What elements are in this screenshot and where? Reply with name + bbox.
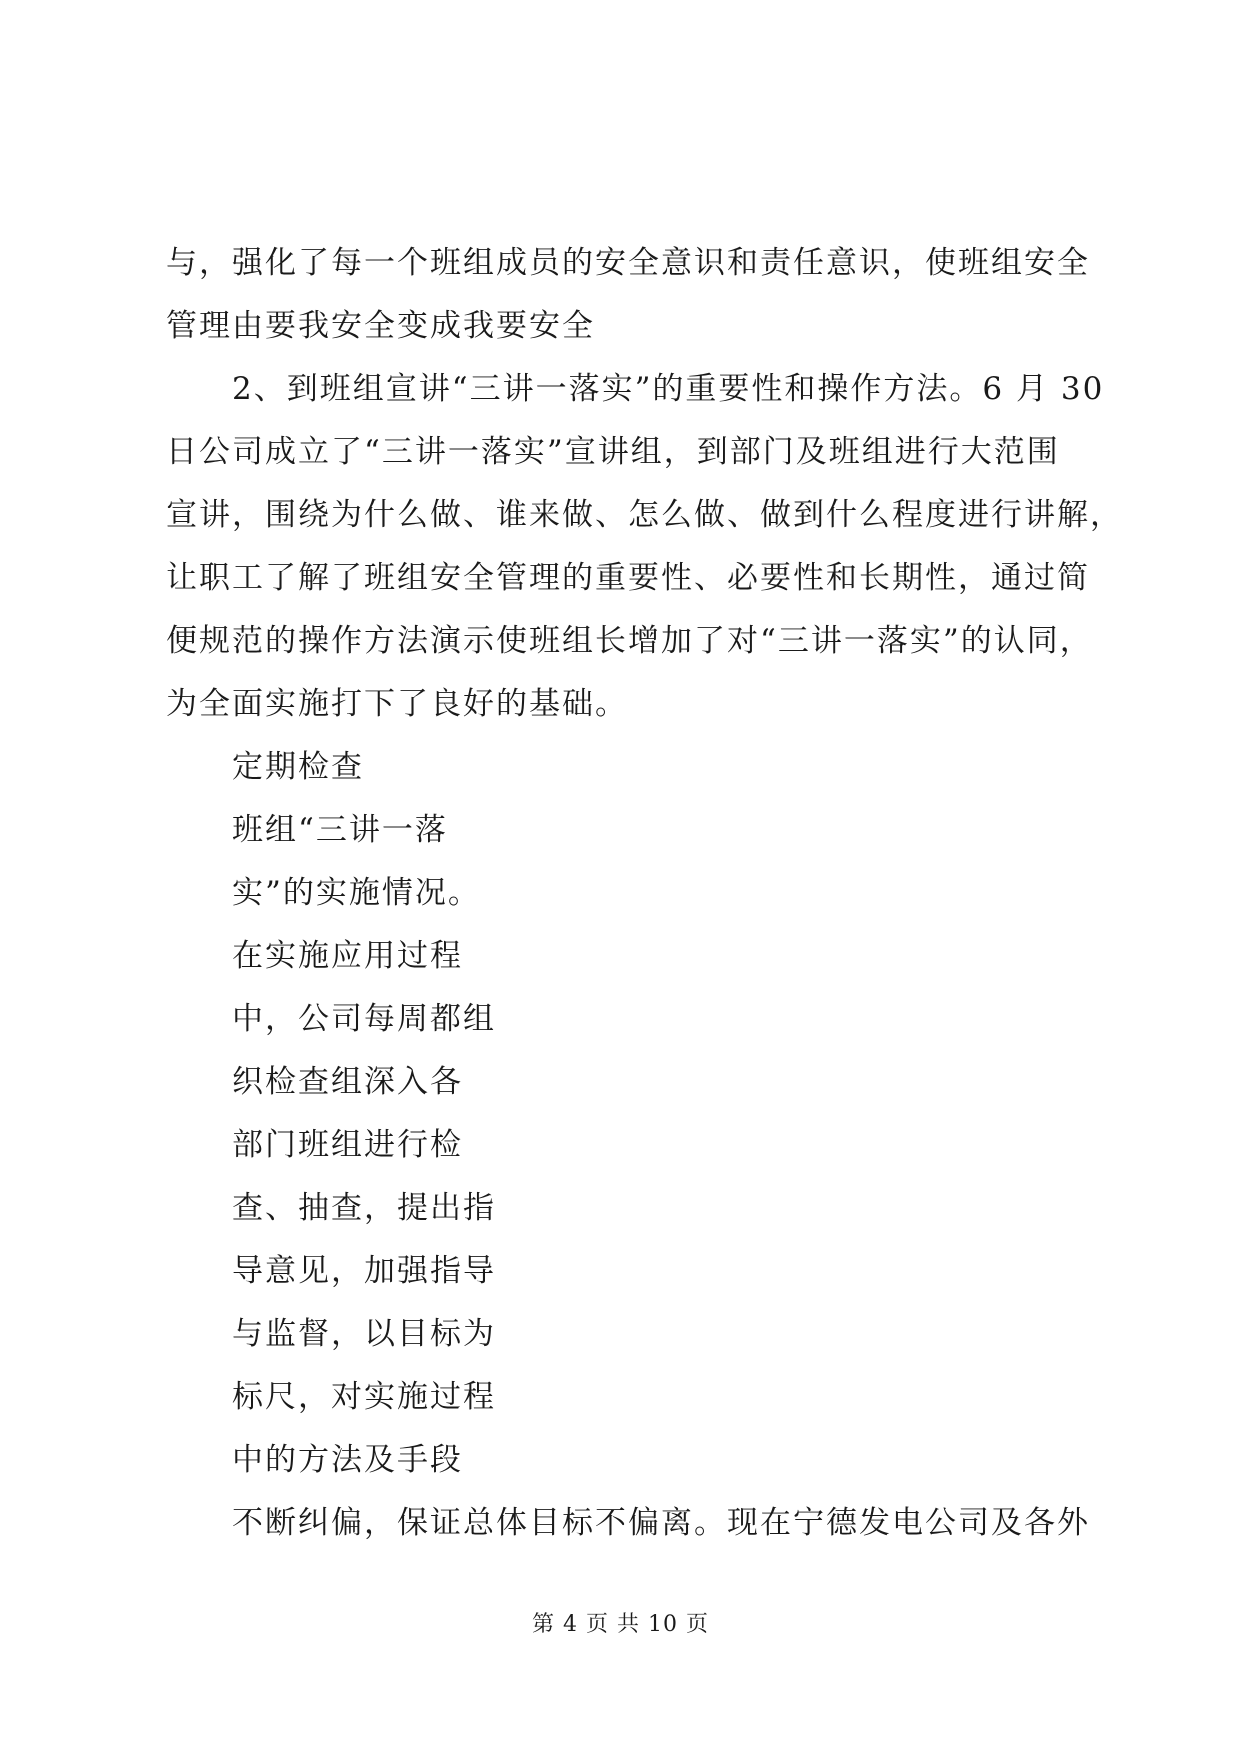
text-line: 宣讲，围绕为什么做、谁来做、怎么做、做到什么程度进行讲解， bbox=[166, 497, 1123, 533]
text-line: 标尺，对实施过程 bbox=[232, 1379, 496, 1415]
text-line: 不断纠偏，保证总体目标不偏离。现在宁德发电公司及各外 bbox=[232, 1505, 1090, 1541]
page-footer bbox=[0, 1607, 1241, 1638]
text-line: 让职工了解了班组安全管理的重要性、必要性和长期性，通过简 bbox=[166, 560, 1090, 596]
text-line: 部门班组进行检 bbox=[232, 1127, 463, 1163]
text-line: 与，强化了每一个班组成员的安全意识和责任意识，使班组安全 bbox=[166, 245, 1090, 281]
text-line: 织检查组深入各 bbox=[232, 1064, 463, 1100]
text-line: 2、到班组宣讲“三讲一落实”的重要性和操作方法。6 月 30 bbox=[232, 371, 1105, 407]
text-line: 中的方法及手段 bbox=[232, 1442, 463, 1478]
text-line: 实”的实施情况。 bbox=[232, 875, 481, 911]
text-line: 与监督，以目标为 bbox=[232, 1316, 496, 1352]
text-line: 班组“三讲一落 bbox=[232, 812, 448, 848]
body-text bbox=[166, 232, 1123, 1555]
text-line: 为全面实施打下了良好的基础。 bbox=[166, 686, 628, 722]
text-line: 导意见，加强指导 bbox=[232, 1253, 496, 1289]
text-line: 在实施应用过程 bbox=[232, 938, 463, 974]
page-number: 第 4 页 共 10 页 bbox=[532, 1612, 709, 1637]
text-line: 查、抽查，提出指 bbox=[232, 1190, 496, 1226]
text-line: 中，公司每周都组 bbox=[232, 1001, 496, 1037]
text-line: 管理由要我安全变成我要安全 bbox=[166, 308, 595, 344]
text-line: 日公司成立了“三讲一落实”宣讲组，到部门及班组进行大范围 bbox=[166, 434, 1060, 470]
text-line: 定期检查 bbox=[232, 749, 364, 785]
text-line: 便规范的操作方法演示使班组长增加了对“三讲一落实”的认同， bbox=[166, 623, 1093, 659]
